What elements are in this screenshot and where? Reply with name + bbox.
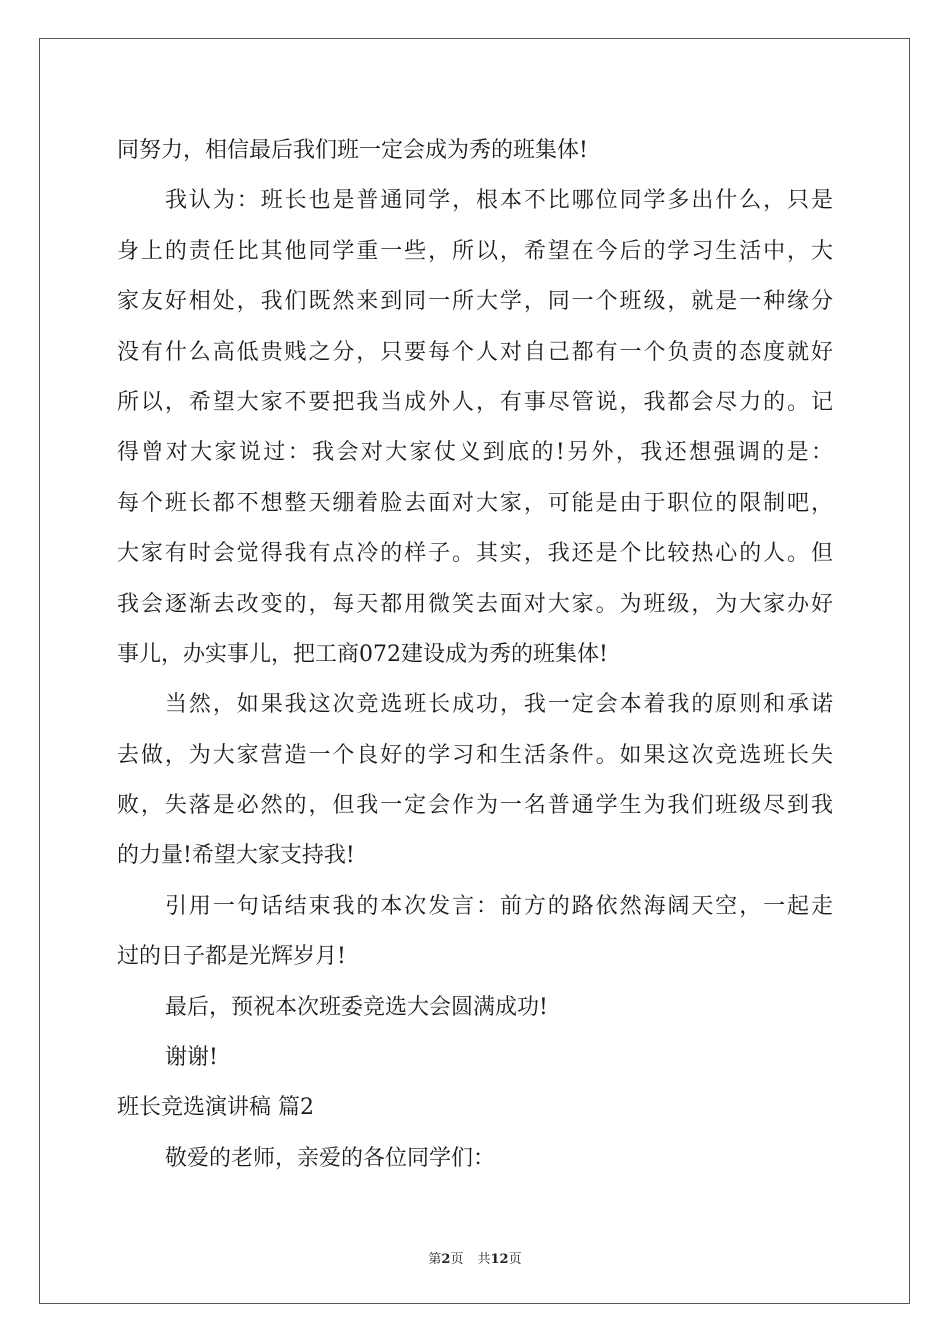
total-prefix: 共 xyxy=(477,1252,491,1267)
paragraph-start-line: 我认为：班长也是普通同学，根本不比哪位同学多出什么，只是 xyxy=(165,188,833,214)
paragraph-end-line: 过的日子都是光辉岁月! xyxy=(117,944,346,970)
salutation-line: 敬爱的老师，亲爱的各位同学们： xyxy=(165,1145,496,1171)
paragraph-end-line: 事儿，办实事儿，把工商072建设成为秀的班集体! xyxy=(117,641,608,667)
text-line: 败，失落是必然的，但我一定会作为一名普通学生为我们班级尽到我 xyxy=(117,793,833,819)
text-line: 同努力，相信最后我们班一定会成为秀的班集体! xyxy=(117,138,588,163)
page-footer xyxy=(0,1248,950,1267)
section-heading: 班长竞选演讲稿 篇2 xyxy=(117,1095,314,1121)
paragraph-end-line: 的力量!希望大家支持我! xyxy=(117,843,355,869)
total-unit: 页 xyxy=(508,1252,522,1267)
paragraph-start-line: 引用一句话结束我的本次发言：前方的路依然海阔天空，一起走 xyxy=(165,893,833,919)
text-line: 所以，希望大家不要把我当成外人，有事尽管说，我都会尽力的。记 xyxy=(117,389,833,415)
thanks-line: 谢谢! xyxy=(165,1045,218,1071)
text-line: 我会逐渐去改变的，每天都用微笑去面对大家。为班级，为大家办好 xyxy=(117,591,833,617)
text-line: 每个班长都不想整天绷着脸去面对大家，可能是由于职位的限制吧， xyxy=(117,490,833,516)
text-line: 去做，为大家营造一个良好的学习和生活条件。如果这次竞选班长失 xyxy=(117,742,833,768)
text-line: 大家有时会觉得我有点冷的样子。其实，我还是个比较热心的人。但 xyxy=(117,541,833,567)
closing-line: 最后，预祝本次班委竞选大会圆满成功! xyxy=(165,994,548,1020)
text-line: 身上的责任比其他同学重一些，所以，希望在今后的学习生活中，大 xyxy=(117,238,833,264)
text-line: 家友好相处，我们既然来到同一所大学，同一个班级，就是一种缘分 xyxy=(117,289,833,315)
document-body xyxy=(117,126,833,1184)
page-current-number: 2 xyxy=(441,1252,451,1267)
page-total-number: 12 xyxy=(490,1252,509,1267)
page-prefix: 第 xyxy=(428,1252,442,1267)
text-line: 没有什么高低贵贱之分，只要每个人对自己都有一个负责的态度就好 xyxy=(117,339,833,365)
text-line: 得曾对大家说过：我会对大家仗义到底的!另外，我还想强调的是： xyxy=(117,440,833,466)
page-unit: 页 xyxy=(450,1252,464,1267)
paragraph-start-line: 当然，如果我这次竞选班长成功，我一定会本着我的原则和承诺 xyxy=(165,692,833,718)
